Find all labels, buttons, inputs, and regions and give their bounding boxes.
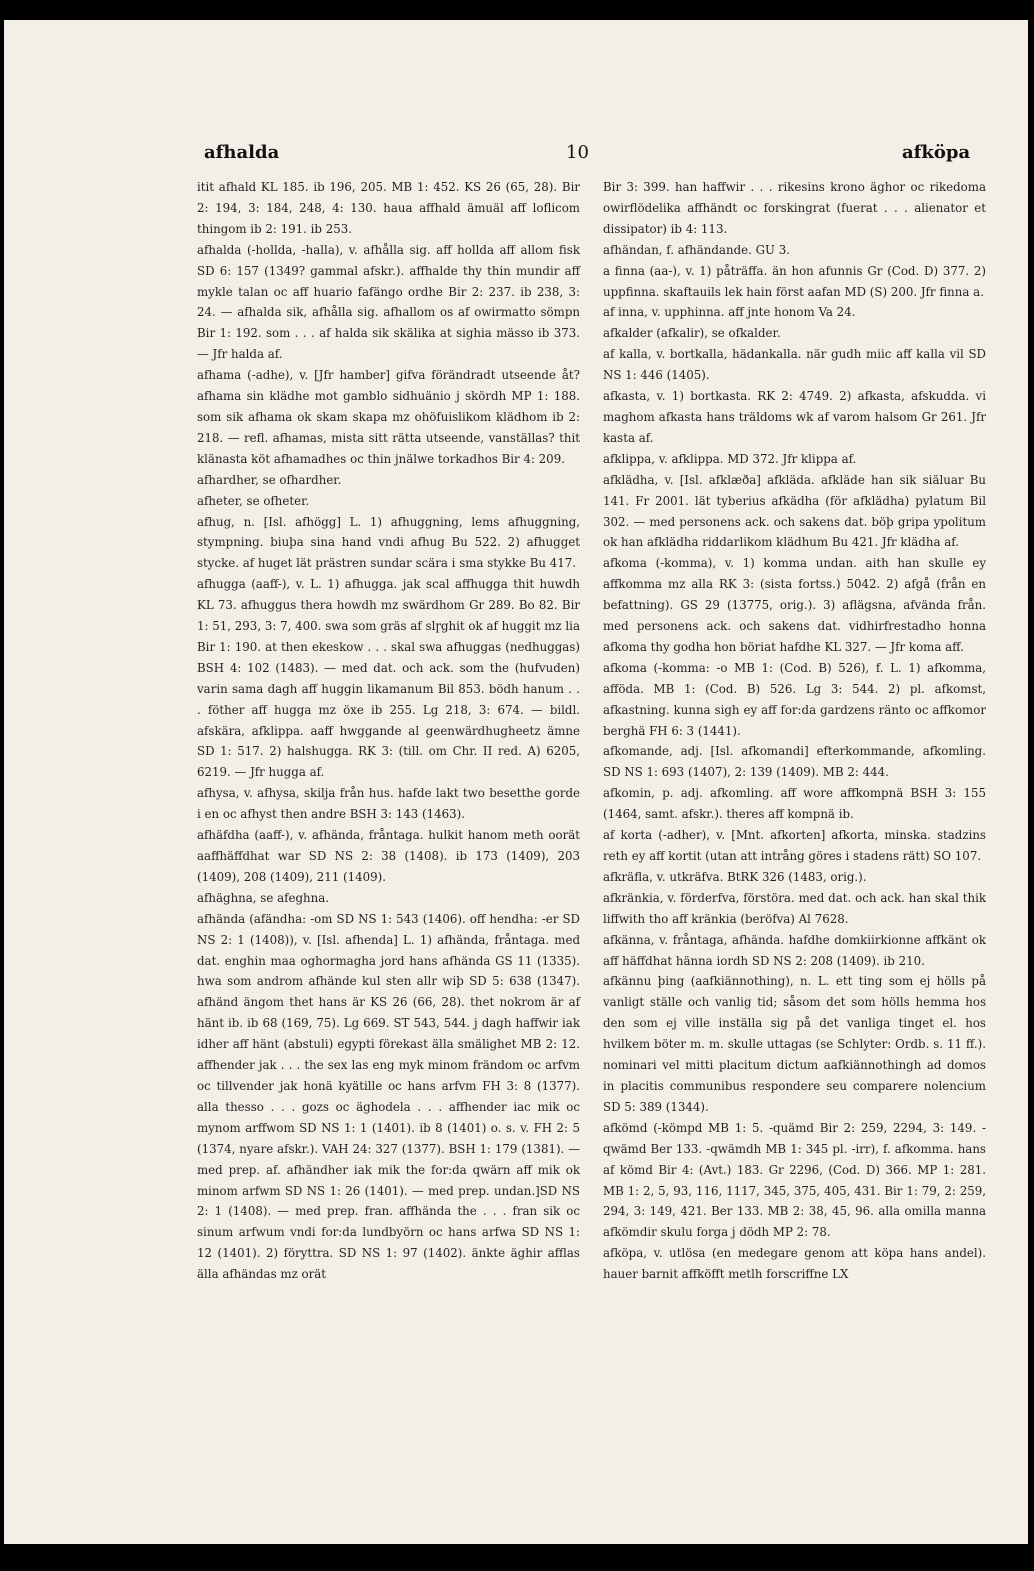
entry: afheter, se ofheter. [197,493,310,508]
header-left-word: afhalda [204,142,280,163]
entry: afklädha, v. [Isl. afklæða] afkläda. afkläde han sik siäluar Bu 141. Fr 2001. lät tyberius afkädha (för afklädha) pylatum Bil 302. — med personens ack. och sakens dat. böþ gripa ypolitum ok han afklädha riddarlikom klädhum Bu 421. Jfr klädha af. [603,472,986,550]
header-right-word: afköpa [902,142,971,163]
entry: af inna, v. upphinna. aff jnte honom Va 24. [603,305,856,320]
entry: afkomin, p. adj. afkomling. aff wore affkompnä BSH 3: 155 (1464, samt. afskr.). theres aff kompnä ib. [603,786,986,822]
entry: a finna (aa-), v. 1) påträffa. än hon afunnis Gr (Cod. D) 377. 2) uppfinna. skaftauils lek hain först aafan MD (S) 200. Jfr finna a. [603,263,986,299]
left-column [197,177,580,1285]
entry: afkänna, v. fråntaga, afhända. hafdhe domkiirkionne affkänt ok aff häffdhat hänna iordh SD NS 2: 208 (1409). ib 210. [603,932,986,968]
entry: afkalder (afkalir), se ofkalder. [603,326,781,341]
entry: afkomande, adj. [Isl. afkomandi] efterkommande, afkomling. SD NS 1: 693 (1407), 2: 139 (1409). MB 2: 444. [603,744,986,780]
entry: afhända (afändha: -om SD NS 1: 543 (1406). off hendha: -er SD NS 2: 1 (1408)), v. [Isl. afhenda] L. 1) afhända, fråntaga. med dat. enghin maa oghormagha jord hans afhända GS 11 (1335). hwa som androm afhände kul sten allr wiþ SD 5: 638 (1347). afhänd ängom thet hans är KS 26 (66, 28). thet nokrom är af hänt ib. ib 68 (169, 75). Lg 669. ST 543, 544. j dagh haffwir iak idher aff hänt (abstuli) egypti förekast älla smälighet MB 2: 12. affhender jak . . . the sex las eng myk minom frändom oc arfvm oc tillvender jak honä kyätille oc hans arfvm FH 3: 8 (1377). alla thesso . . . gozs oc äghodela . . . affhender iac mik oc mynom arffwom SD NS 1: 1 (1401). ib 8 (1401) o. s. v. FH 2: 5 (1374, nyare afskr.). VAH 24: 327 (1377). BSH 1: 179 (1381). — med prep. af. afhändher iak mik the for:da qwärn aff mik ok minom arfwm SD NS 1: 26 (1401). — med prep. undan.]SD NS 2: 1 (1408). — med prep. fran. affhända the . . . fran sik oc sinum arfwum vndi for:da lundbyörn oc hans arfwa SD NS 1: 12 (1401). 2) föryttra. SD NS 1: 97 (1402). änkte äghir afflas älla afhändas mz orät [197,911,580,1282]
entry: afkräfla, v. utkräfva. BtRK 326 (1483, orig.). [603,869,867,884]
entry: afkasta, v. 1) bortkasta. RK 2: 4749. 2) afkasta, afskudda. vi maghom afkasta hans träldoms wk af varom halsom Gr 261. Jfr kasta af. [603,389,986,445]
entry: afkoma (-komma), v. 1) komma undan. aith han skulle ey affkomma mz alla RK 3: (sista fortss.) 5042. 2) afgå (från en befattning). GS 29 (13775, orig.). 3) aflägsna, afvända från. med personens ack. och sakens dat. vidhirfrestadho honna afkoma thy godha hon böriat hafdhe KL 327. — Jfr koma aff. [603,556,986,654]
entry: af korta (-adher), v. [Mnt. afkorten] afkorta, minska. stadzins reth ey aff kortit (utan att intrång göres i stadens rätt) SO 107. [603,828,986,863]
entry: afhugga (aaff-), v. L. 1) afhugga. jak scal affhugga thit huwdh KL 73. afhuggus thera howdh mz swärdhom Gr 289. Bo 82. Bir 1: 51, 293, 3: 7, 400. swa som gräs af slɼghit ok af huggit mz lia Bir 1: 190. at then ekeskow . . . skal swa afhuggas (nedhuggas) BSH 4: 102 (1483). — med dat. och ack. som the (hufvuden) varin sama dagh aff huggin likamanum Bil 853. bödh hanum . . . föther aff hugga mz öxe ib 255. Lg 218, 3: 674. — bildl. afskära, afklippa. aaff hwggande al geenwärdhugheetz ämne SD 1: 517. 2) halshugga. RK 3: (till. om Chr. II red. A) 6205, 6219. — Jfr hugga af. [197,577,580,780]
entry: Bir 3: 399. han haffwir . . . rikesins krono äghor oc rikedoma owirflödelika affhändt oc forskingrat (fuerat . . . alienator et dissipator) ib 4: 113. [603,180,986,236]
entry: afhysa, v. afhysa, skilja från hus. hafde lakt two besetthe gorde i en oc afhyst then andre BSH 3: 143 (1463). [197,786,580,822]
entry: afhalda (-hollda, -halla), v. afhålla sig. aff hollda aff allom fisk SD 6: 157 (1349? gammal afskr.). affhalde thy thin mundir aff mykle talan oc aff huario fafängo ordhe Bir 2: 237. ib 238, 3: 24. — afhalda sik, afhålla sig. afhallom os af owirmatto sömpn Bir 1: 192. som . . . af halda sik skälika at sighia mässo ib 373. — Jfr halda af. [197,242,580,362]
entry: afkränkia, v. förderfva, förstöra. med dat. och ack. han skal thik liffwith tho aff kränkia (beröfva) Al 7628. [603,890,986,926]
entry: afhug, n. [Isl. afhögg] L. 1) afhuggning, lems afhuggning, stympning. biuþa sina hand vndi afhug Bu 522. 2) afhugget stycke. af huget lät prästren sundar scära i sma stykke Bu 417. [197,514,580,571]
entry: af kalla, v. bortkalla, hädankalla. när gudh miic aff kalla vil SD NS 1: 446 (1405). [603,347,986,383]
entry: afköpa, v. utlösa (en medegare genom att köpa hans andel). hauer barnit affköfft metlh forscriffne LX [603,1246,986,1282]
right-column [603,177,986,1285]
entry: afhändan, f. afhändande. GU 3. [603,242,790,257]
entry: itit afhald KL 185. ib 196, 205. MB 1: 452. KS 26 (65, 28). Bir 2: 194, 3: 184, 248, 4: 130. haua affhald ämuäl aff loflicom thingom ib 2: 191. ib 253. [197,180,580,236]
entry: afhama (-adhe), v. [Jfr hamber] gifva förändradt utseende åt? afhama sin klädhe mot gamblo sidhuänio j skördh MP 1: 188. som sik afhama ok skam skapa mz ohöfuislikom klädhom ib 2: 218. — refl. afhamas, mista sitt rätta utseende, vanställas? thit klänasta köt afhamadhes oc thin jnälwe torkadhos Bir 4: 209. [197,368,580,466]
entry: afkännu þing (aafkiännothing), n. L. ett ting som ej hölls på vanligt ställe och vanlig tid; såsom det som hölls hemma hos den som ej ville inställa sig på det vanliga tinget el. hos hvilkem böter m. m. skulle uttagas (se Schlyter: Ordb. s. 11 ff.). nominari vel mitti placitum dictum aafkiännothingh ad domos in placitis communibus respondere seu comparere nolencium SD 5: 389 (1344). [603,974,986,1114]
entry: afkömd (-kömpd MB 1: 5. -quämd Bir 2: 259, 2294, 3: 149. -qwämd Ber 133. -qwämdh MB 1: 345 pl. -irr), f. afkomma. hans af kömd Bir 4: (Avt.) 183. Gr 2296, (Cod. D) 366. MP 1: 281. MB 1: 2, 5, 93, 116, 1117, 345, 375, 405, 431. Bir 1: 79, 2: 259, 294, 3: 149, 421. Ber 133. MB 2: 38, 45, 96. alla omilla manna afkömdir skulu forga j dödh MP 2: 78. [603,1120,986,1240]
page-number: 10 [566,142,589,163]
entry: afklippa, v. afklippa. MD 372. Jfr klippa af. [603,451,857,466]
entry: afhäfdha (aaff-), v. afhända, fråntaga. hulkit hanom meth oorät aaffhäffdhat war SD NS 2: 38 (1408). ib 173 (1409), 203 (1409), 208 (1409), 211 (1409). [197,828,580,884]
entry: afkoma (-komma: -o MB 1: (Cod. B) 526), f. L. 1) afkomma, afföda. MB 1: (Cod. B) 526. Lg 3: 544. 2) pl. afkomst, afkastning. kunna sigh ey aff for:da gardzens ränto oc affkomor berghä FH 6: 3 (1441). [603,660,986,738]
entry: afhardher, se ofhardher. [197,472,342,487]
dictionary-page [4,20,1028,1544]
entry: afhäghna, se afeghna. [197,890,330,905]
